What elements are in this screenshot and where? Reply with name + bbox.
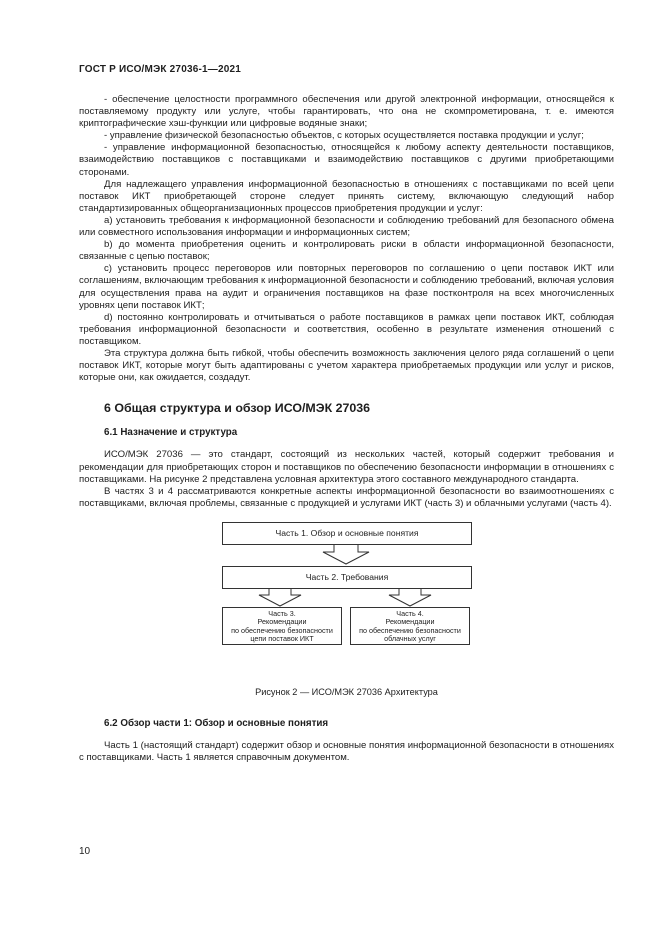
part4-box — [350, 607, 470, 645]
figure-caption: Рисунок 2 — ИСО/МЭК 27036 Архитектура — [255, 686, 438, 697]
paragraph: Эта структура должна быть гибкой, чтобы обеспечить возможность заключения целого ряда соглашений о цепи поставок ИКТ, которые могут быть адаптированы с учетом характера приобретаемых продукции или услуг и рисков, которые они, как ожидается, создадут. — [79, 347, 614, 384]
paragraph: В частях 3 и 4 рассматриваются конкретные аспекты информационной безопасности во взаимоотношениях с поставщиками, включая проблемы, связанные с продукцией и услугами ИКТ (часть 3) и облачными услугами (часть 4). — [79, 485, 614, 509]
paragraph: ИСО/МЭК 27036 — это стандарт, состоящий из нескольких частей, который содержит требования и рекомендации для приобретающих сторон и поставщиков по обеспечению безопасности информации в отношениях с поставщиками. На рисунке 2 представлена условная архитектура этого составного международного стандарта. — [79, 449, 614, 485]
box-line: Рекомендации — [257, 617, 307, 627]
box-line: по обеспечению безопасности — [359, 625, 461, 635]
page-header: ГОСТ Р ИСО/МЭК 27036-1—2021 — [79, 64, 242, 75]
section-heading: 6 Общая структура и обзор ИСО/МЭК 27036 — [104, 401, 371, 416]
box-line: цепи поставок ИКТ — [250, 633, 314, 643]
list-item: b) до момента приобретения оценить и контролировать риски в области информационной безопасности, связанные с цепью поставок; — [79, 239, 614, 263]
arrow-down-right-icon — [389, 588, 431, 606]
part3-box — [222, 607, 342, 645]
arrow-down-left-icon — [259, 588, 301, 606]
paragraph: Часть 1 (настоящий стандарт) содержит обзор и основные понятия информационной безопасности в отношениях с поставщиками. Часть 1 является справочным документом. — [79, 740, 614, 764]
paragraph: - управление информационной безопасностью, относящейся к любому аспекту деятельности поставщиков, взаимодействию поставщиков с поставщиками и взаимодействию поставщиков с другими приобретающими сторонами. — [79, 142, 614, 178]
box-line: Рекомендации — [385, 617, 435, 627]
box-line: по обеспечению безопасности — [231, 625, 333, 635]
part1-box: Часть 1. Обзор и основные понятия — [222, 522, 472, 545]
box-line: облачных услуг — [384, 633, 436, 643]
paragraph: - управление физической безопасностью объектов, с которых осуществляется поставка продукции и услуг; — [104, 130, 584, 142]
paragraph: - обеспечение целостности программного обеспечения или другой электронной информации, относящейся к поставляемому продукту или услуге, чтобы гарантировать, что она не скомпрометирована, т. е. имеются криптографические хэш-функции или цифровые водяные знаки; — [79, 94, 614, 130]
subsection-heading: 6.1 Назначение и структура — [104, 427, 238, 439]
list-item: c) установить процесс переговоров или повторных переговоров по соглашению о цепи поставок ИКТ или соглашениям, включающим требования к информационной безопасности и соблюдению требований, включая условия для осуществления права на аудит и ограничения поставщиков на фазе постконтроля на всех многочисленных уровнях цепи поставок ИКТ; — [79, 263, 614, 311]
subsection-heading: 6.2 Обзор части 1: Обзор и основные понятия — [104, 718, 329, 729]
list-item: d) постоянно контролировать и отчитываться о работе поставщиков в рамках цепи поставок ИКТ, соблюдая требования информационной безопасности и соответствия, особенно в результате изменения отношений с поставщиком. — [79, 311, 614, 347]
box-line: Часть 3. — [268, 608, 296, 618]
part2-box: Часть 2. Требования — [222, 566, 472, 589]
architecture-figure — [79, 522, 614, 672]
list-item: a) установить требования к информационной безопасности и соблюдению требований для безопасного обмена или совместного использования информации и информационных систем; — [79, 214, 614, 239]
paragraph: Для надлежащего управления информационной безопасностью в отношениях с поставщиками по всей цепи поставок ИКТ приобретающей стороне следует принять систему, включающую следующий набор стандартизированных общеорганизационных процессов приобретения продукции и услуг: — [79, 178, 614, 214]
box-line: Часть 4. — [396, 608, 424, 618]
page-body — [79, 94, 614, 764]
page-number: 10 — [79, 846, 91, 857]
arrow-down-icon — [323, 544, 369, 564]
